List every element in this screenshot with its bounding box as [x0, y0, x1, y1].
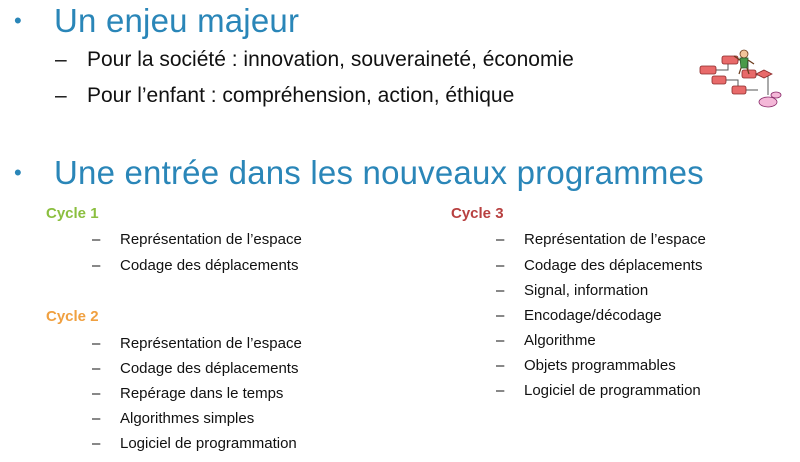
- cycle2-item: [92, 360, 298, 377]
- dash-icon: –: [496, 231, 505, 248]
- cycle1-item: [92, 231, 302, 248]
- cycle1-item-text: Représentation de l’espace: [120, 231, 302, 248]
- section1-item-text: Pour l’enfant : compréhension, action, éthique: [87, 84, 515, 107]
- cycle3-item-text: Encodage/décodage: [524, 307, 662, 324]
- dash-icon: –: [55, 84, 67, 107]
- dash-icon: –: [496, 332, 505, 349]
- cycle3-item: [496, 332, 596, 349]
- cycle2-item-text: Codage des déplacements: [120, 360, 299, 377]
- dash-icon: –: [496, 357, 505, 374]
- section2-heading: [14, 154, 704, 192]
- cycle3-item-text: Représentation de l’espace: [524, 231, 706, 248]
- cycle1-item-text: Codage des déplacements: [120, 257, 299, 274]
- cycle2-item-text: Logiciel de programmation: [120, 435, 297, 452]
- cycle3-item: [496, 282, 648, 299]
- dash-icon: –: [92, 231, 101, 248]
- cycle3-item-text: Signal, information: [524, 282, 649, 299]
- dash-icon: –: [496, 382, 505, 399]
- cycle3-item: [496, 307, 662, 324]
- cycle3-item: [496, 357, 676, 374]
- cycle2-item-text: Repérage dans le temps: [120, 385, 284, 402]
- cycle3-label: Cycle 3: [451, 205, 504, 222]
- cycle3-item-text: Logiciel de programmation: [524, 382, 701, 399]
- dash-icon: –: [92, 360, 101, 377]
- section2-title: Une entrée dans les nouveaux programmes: [54, 154, 704, 191]
- cycle3-item: [496, 231, 706, 248]
- dash-icon: –: [92, 257, 101, 274]
- cycle2-label: Cycle 2: [46, 308, 99, 325]
- cycle2-item: [92, 410, 254, 427]
- cycle3-item: [496, 257, 702, 274]
- cycle3-item-text: Codage des déplacements: [524, 257, 703, 274]
- section1-heading: [14, 2, 299, 40]
- dash-icon: –: [92, 410, 101, 427]
- dash-icon: –: [55, 48, 67, 71]
- dash-icon: –: [92, 335, 101, 352]
- section1-title: Un enjeu majeur: [54, 2, 300, 39]
- cycle3-item-text: Algorithme: [524, 332, 596, 349]
- flowchart-character-icon: [698, 40, 784, 114]
- dash-icon: –: [92, 435, 101, 452]
- cycle2-item: [92, 335, 302, 352]
- dash-icon: –: [92, 385, 101, 402]
- dash-icon: –: [496, 257, 505, 274]
- dash-icon: –: [496, 282, 505, 299]
- cycle1-item: [92, 257, 298, 274]
- cycle2-item: [92, 385, 283, 402]
- cycle2-item: [92, 435, 297, 452]
- section1-item: [55, 84, 514, 108]
- cycle2-item-text: Algorithmes simples: [120, 410, 255, 427]
- cycle3-item-text: Objets programmables: [524, 357, 676, 374]
- cycle2-item-text: Représentation de l’espace: [120, 335, 302, 352]
- bullet-icon: •: [14, 8, 22, 33]
- section1-item-text: Pour la société : innovation, souveraineté, économie: [87, 48, 574, 71]
- cycle3-item: [496, 382, 701, 399]
- section1-item: [55, 48, 574, 72]
- bullet-icon: •: [14, 160, 22, 185]
- dash-icon: –: [496, 307, 505, 324]
- cycle1-label: Cycle 1: [46, 205, 99, 222]
